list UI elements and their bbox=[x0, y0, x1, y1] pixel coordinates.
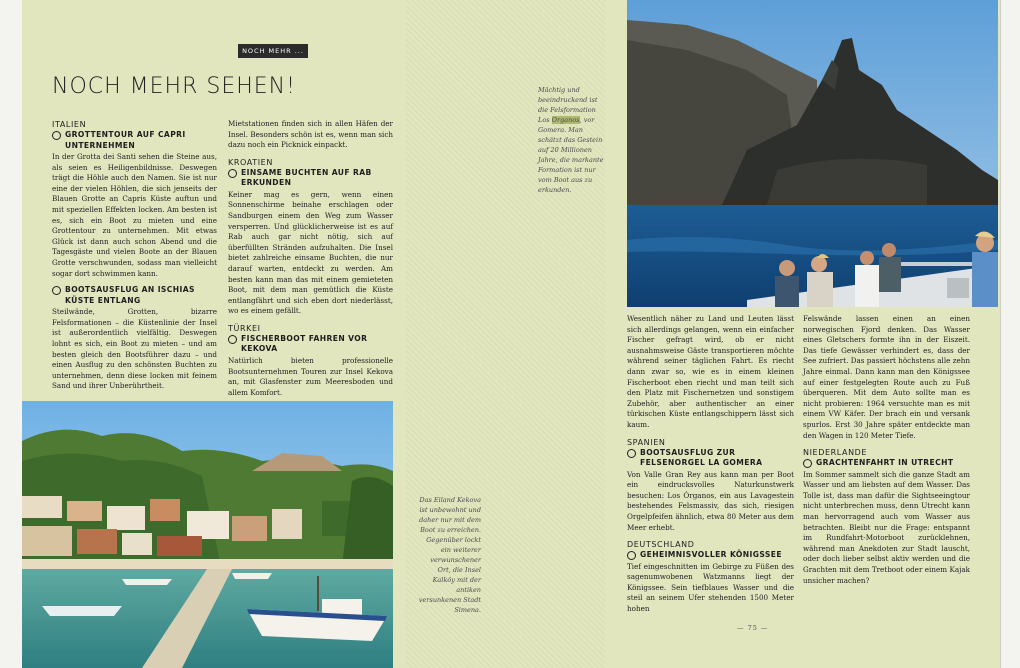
text-column-3 bbox=[627, 314, 794, 621]
paragraph-koenigssee-continued: Felswände lassen einen an einen norwegischen Fjord denken. Das Wasser eines Gletschers formte ihn in der Eiszeit. Das tiefe Gewässer verhindert es, dass der See zufriert. Das passiert höchstens alle zehn Jahre einmal. Dann kann man den Königssee auf einer festgelegten Route auch zu Fuß überqueren. Mit dem Auto sollte man es nicht probieren: 1964 versuchte man es mit einem VW Käfer. Der brach ein und versank spurlos. Erst 30 Jahre später entdeckte man den Wagen in 120 Meter Tiefe. bbox=[803, 314, 970, 440]
right-page-edge bbox=[1000, 0, 1020, 668]
caption-los-organos: Mächtig und beeindruckend ist die Felsformation Los Organos, vor Gomera. Man schätzt das Gestein auf 20 Millionen Jahre, die markante Formation ist nur vom Boot aus zu erkunden. bbox=[538, 85, 604, 194]
heading-la-gomera: BOOTSAUSFLUG ZUR FELSENORGEL LA GOMERA bbox=[627, 448, 794, 469]
paragraph-capri: In der Grotta dei Santi sehen die Steine aus, als seien es Heiligenbildnisse. Deswegen trägt die Höhle auch den Namen. Sie ist nur eine der vielen Höhlen, die sich jenseits der Blauen Grotte an Capris Küste auftun und mit speziellen Effekten locken. Am besten ist es, sich ein Boot zu mieten und eine Grottentour zu unternehmen. Mit etwas Glück ist dann auch schon Abend und die Tagesgäste und vielen Boote an der Blauen Grotte verschwunden, sodass man vielleicht sogar dort schwimmen kann. bbox=[52, 152, 217, 278]
paragraph-utrecht: Im Sommer sammelt sich die ganze Stadt am Wasser und am liebsten auf dem Wasser. Das Tolle ist, dass man dafür die Sightseeingtour nicht unterbrechen muss, denn Utrecht kann man hervorragend auch vom Wasser aus betrachten. Bleibt nur die Frage: entspannt im Rundfahrt-Motorboot zurücklehnen, während man Anekdoten zur Stadt lauscht, oder doch lieber selbst aktiv werden und die Grachten mit dem Tretboot oder einem Kajak unsicher machen? bbox=[803, 469, 970, 585]
heading-capri: GROTTENTOUR AUF CAPRI UNTERNEHMEN bbox=[52, 130, 217, 151]
region-label-spanien: SPANIEN bbox=[627, 437, 666, 447]
heading-rab: EINSAME BUCHTEN AUF RAB ERKUNDEN bbox=[228, 168, 393, 189]
heading-koenigssee: GEHEIMNISVOLLER KÖNIGSSEE bbox=[627, 550, 794, 561]
caption-highlight: Organos bbox=[551, 115, 580, 124]
region-label-kroatien: KROATIEN bbox=[228, 157, 273, 167]
text-column-2 bbox=[228, 119, 393, 404]
circle-bullet-icon bbox=[803, 459, 812, 468]
heading-utrecht: GRACHTENFAHRT IN UTRECHT bbox=[803, 458, 970, 469]
paragraph-ischia-continued: Mietstationen finden sich in allen Häfen der Insel. Besonders schön ist es, wenn man sich dazu noch ein Picknick einpackt. bbox=[228, 119, 393, 150]
paragraph-ischia: Steilwände, Grotten, bizarre Felsformationen – die Küstenlinie der Insel ist außerordentlich vielfältig. Deswegen lohnt es sich, ein Boot zu mieten – und am besten gleich den Bootsführer dazu – und einen Ausflug zu den schönsten Buchten zu unternehmen, denn diese locken mit feinem Sand und ihrer Unberührtheit. bbox=[52, 307, 217, 391]
circle-bullet-icon bbox=[52, 131, 61, 140]
region-label-niederlande: NIEDERLANDE bbox=[803, 448, 868, 458]
region-label-deutschland: DEUTSCHLAND bbox=[627, 540, 695, 550]
page-title: NOCH MEHR SEHEN! bbox=[52, 74, 296, 99]
heading-ischia: BOOTSAUSFLUG AN ISCHIAS KÜSTE ENTLANG bbox=[52, 285, 217, 306]
paragraph-kekova: Natürlich bieten professionelle Bootsunternehmen Touren zur Insel Kekova an, mit Glasfenster zum Meeresboden und allem Komfort. bbox=[228, 355, 393, 397]
region-label-tuerkei: TÜRKEI bbox=[228, 323, 261, 333]
region-label-italien: ITALIEN bbox=[52, 120, 87, 129]
paragraph-koenigssee: Tief eingeschnitten im Gebirge zu Füßen des sagenumwobenen Watzmanns liegt der Königssee. Sein tiefblaues Wasser und die steil an seinem Ufer stehenden 1500 Meter hohen bbox=[627, 561, 794, 613]
circle-bullet-icon bbox=[627, 551, 636, 560]
circle-bullet-icon bbox=[52, 286, 61, 295]
kekova-harbour-photo bbox=[22, 401, 393, 668]
page-number: — 75 — bbox=[737, 624, 769, 632]
left-page-edge bbox=[0, 0, 23, 668]
text-column-1 bbox=[52, 119, 217, 398]
text-column-4 bbox=[803, 314, 970, 592]
paragraph-la-gomera: Von Valle Gran Rey aus kann man per Boot ein eindrucksvolles Naturkunstwerk besuchen: Los Órganos, ein aus Lavagestein bestehendes Felsmassiv, das sich, riesigen Orgelpfeifen ähnlich, etwa 80 Meter aus dem Meer erhebt. bbox=[627, 469, 794, 532]
circle-bullet-icon bbox=[627, 449, 636, 458]
section-kicker: NOCH MEHR ... bbox=[238, 44, 308, 58]
circle-bullet-icon bbox=[228, 335, 237, 344]
heading-kekova: FISCHERBOOT FAHREN VOR KEKOVA bbox=[228, 334, 393, 355]
paragraph-rab: Keiner mag es gern, wenn einen Sonnenschirme beinahe erschlagen oder Sandburgen einem den Weg zum Wasser versperren. Und glücklicherweise ist es auf Rab auch gar nicht nötig, sich auf überfüllten Stränden aufzuhalten. Die Insel bietet zahlreiche einsame Buchten, die nur darauf warten, entdeckt zu werden. Am besten kann man das mit einem gemieteten Boot, mit dem man gemütlich die Küste entlangfährt und sich eben dort niederlässt, wo es einem gefällt. bbox=[228, 189, 393, 316]
los-organos-photo bbox=[627, 0, 998, 307]
caption-kekova: Das Eiland Kekova ist unbewohnt und daher nur mit dem Boot zu erreichen. Gegenüber lockt ein weiterer verwunschener Ort, die Insel Kalköy mit der antiken versunkenen Stadt Simena. bbox=[418, 495, 481, 614]
paragraph-kekova-continued: Wesentlich näher zu Land und Leuten lässt sich allerdings gelangen, wenn ein einfacher Fischer gefragt wird, ob er nicht ausnahmsweise Gäste transportieren möchte während seiner täglichen Fahrt. Es riecht dann zwar so, wie es in einem kleinen Fischerboot eben riecht und man teilt sich den Platz mit Fischernetzen und sonstigem Zubehör, aber authentischer an einer türkischen Küste entlangschippern lässt sich kaum. bbox=[627, 314, 794, 429]
circle-bullet-icon bbox=[228, 169, 237, 178]
